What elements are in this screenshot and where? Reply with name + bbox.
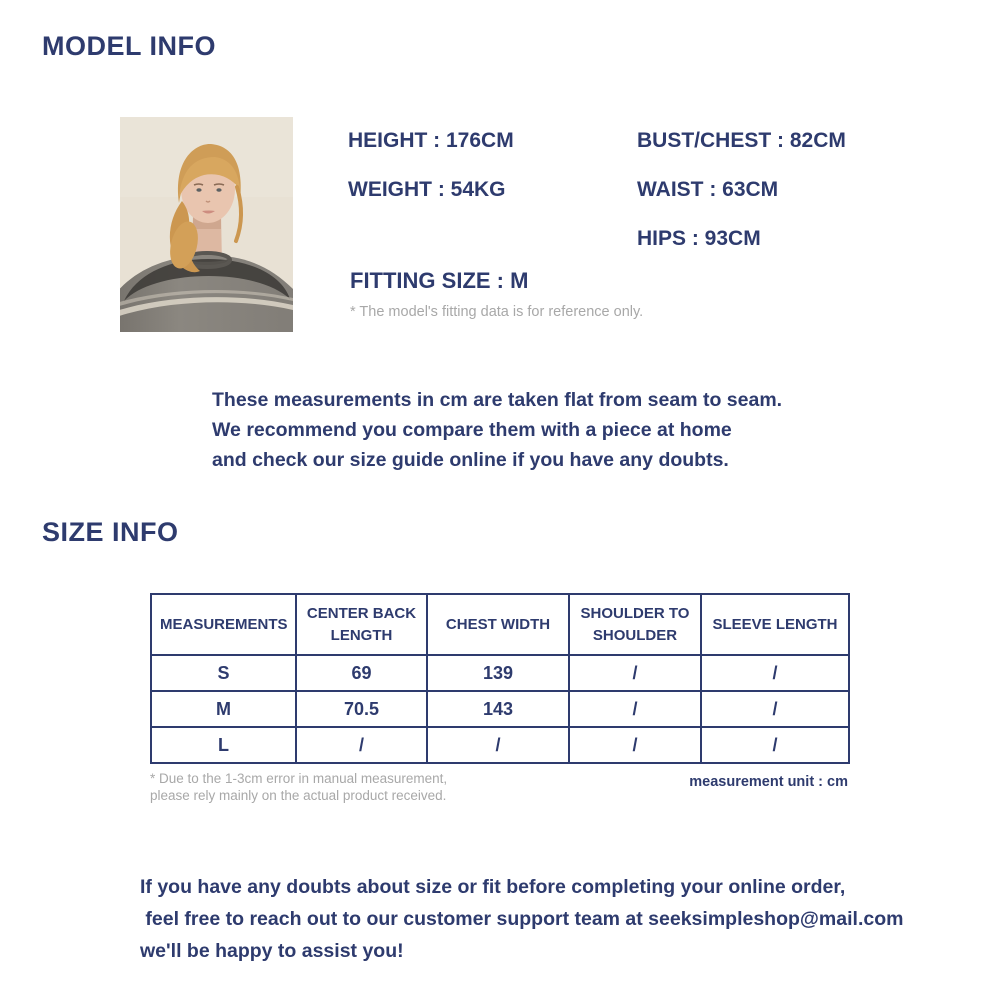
size-cell: / bbox=[569, 727, 701, 763]
size-cell: L bbox=[151, 727, 296, 763]
measure-paragraph-line: These measurements in cm are taken flat from seam to seam. bbox=[212, 389, 783, 411]
model-height: HEIGHT : 176CM bbox=[348, 129, 514, 152]
measure-paragraph-line: and check our size guide online if you have any doubts. bbox=[212, 449, 729, 471]
size-table-row-l bbox=[151, 727, 849, 763]
model-stats-col1 bbox=[348, 129, 514, 227]
size-cell: / bbox=[569, 655, 701, 691]
model-waist: WAIST : 63CM bbox=[637, 178, 779, 201]
size-table-header: SLEEVE LENGTH bbox=[701, 594, 849, 655]
size-cell: / bbox=[701, 727, 849, 763]
size-table-row-m bbox=[151, 691, 849, 727]
size-table-header: CENTER BACK LENGTH bbox=[296, 594, 427, 655]
table-disclaimer-line: * Due to the 1-3cm error in manual measurement, bbox=[150, 771, 448, 786]
size-table-header-row bbox=[151, 594, 849, 655]
footer-contact-line: If you have any doubts about size or fit before completing your online order, bbox=[140, 876, 846, 898]
model-stats-col2 bbox=[637, 129, 846, 276]
measure-paragraph bbox=[212, 385, 782, 475]
footer-contact-line: feel free to reach out to our customer support team at seeksimpleshop@mail.com bbox=[140, 908, 904, 930]
size-cell: / bbox=[701, 691, 849, 727]
model-photo bbox=[120, 117, 293, 332]
size-cell: 143 bbox=[427, 691, 569, 727]
fitting-note: * The model's fitting data is for reference only. bbox=[350, 304, 644, 320]
size-cell: / bbox=[427, 727, 569, 763]
model-hips: HIPS : 93CM bbox=[637, 227, 761, 250]
size-cell: 69 bbox=[296, 655, 427, 691]
size-cell: 70.5 bbox=[296, 691, 427, 727]
table-disclaimer-line: please rely mainly on the actual product received. bbox=[150, 788, 447, 803]
size-cell: / bbox=[296, 727, 427, 763]
model-info-title: MODEL INFO bbox=[42, 31, 217, 61]
size-cell: / bbox=[701, 655, 849, 691]
size-table-header: SHOULDER TO SHOULDER bbox=[569, 594, 701, 655]
size-table bbox=[150, 593, 850, 764]
measurement-unit-note: measurement unit : cm bbox=[689, 774, 848, 790]
model-weight: WEIGHT : 54KG bbox=[348, 178, 506, 201]
size-table-header: MEASUREMENTS bbox=[151, 594, 296, 655]
measure-paragraph-line: We recommend you compare them with a piece at home bbox=[212, 419, 732, 441]
footer-contact-line: we'll be happy to assist you! bbox=[140, 940, 404, 962]
model-bust-chest: BUST/CHEST : 82CM bbox=[637, 129, 846, 152]
table-disclaimer bbox=[150, 770, 447, 804]
model-photo-illustration bbox=[120, 117, 293, 332]
size-table-header: CHEST WIDTH bbox=[427, 594, 569, 655]
size-cell: / bbox=[569, 691, 701, 727]
fitting-size: FITTING SIZE : M bbox=[350, 268, 529, 293]
size-table-row-s bbox=[151, 655, 849, 691]
size-cell: M bbox=[151, 691, 296, 727]
footer-contact bbox=[140, 871, 903, 967]
size-cell: S bbox=[151, 655, 296, 691]
size-cell: 139 bbox=[427, 655, 569, 691]
size-info-title: SIZE INFO bbox=[42, 517, 179, 547]
